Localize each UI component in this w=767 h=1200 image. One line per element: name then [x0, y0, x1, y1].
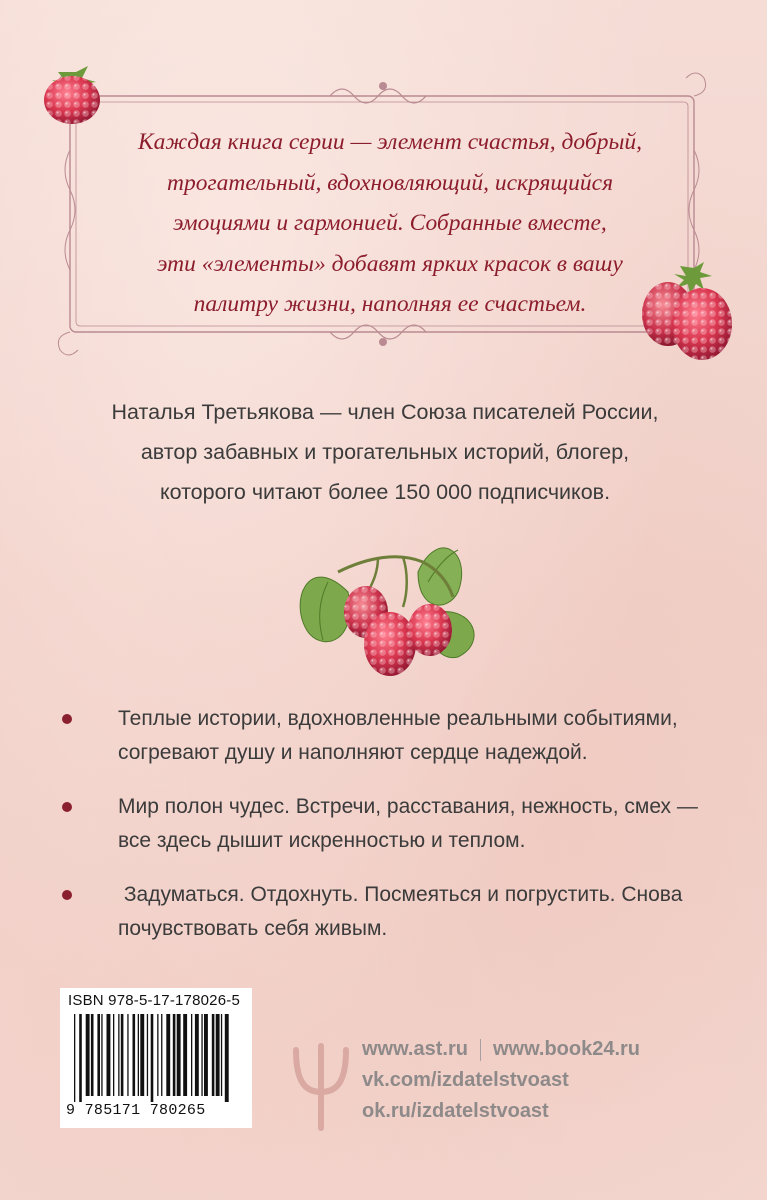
feature-list — [62, 702, 742, 966]
feature-line: почувствовать себя живым. — [118, 917, 388, 940]
feature-line: все здесь дышит искренностью и теплом. — [118, 829, 526, 852]
isbn-barcode-block — [60, 988, 252, 1128]
bullet-icon — [62, 890, 72, 900]
author-bio — [40, 392, 730, 512]
barcode-icon — [72, 1014, 242, 1102]
bullet-icon — [62, 714, 72, 724]
quote-line: эти «элементы» добавят ярких красок в вашу — [157, 250, 623, 277]
feature-line: Мир полон чудес. Встречи, расставания, нежность, смех — — [118, 795, 698, 818]
quote-line: трогательный, вдохновляющий, искрящийся — [166, 169, 614, 196]
feature-line: Задуматься. Отдохнуть. Посмеяться и погрустить. Снова — [118, 883, 683, 906]
feature-item — [62, 790, 742, 858]
publisher-logo-icon — [290, 1040, 352, 1132]
author-line: которого читают более 150 000 подписчиков. — [159, 480, 611, 504]
link-ast[interactable]: www.ast.ru — [362, 1038, 468, 1060]
author-line: Наталья Третьякова — член Союза писателей России, — [111, 400, 659, 424]
quote-line: Каждая книга серии — элемент счастья, добрый, — [138, 129, 642, 155]
link-book24[interactable]: www.book24.ru — [492, 1038, 641, 1060]
link-ok[interactable]: ok.ru/izdatelstvoast — [362, 1100, 549, 1122]
feature-item — [62, 878, 742, 946]
bullet-icon — [62, 802, 72, 812]
quote-line: палитру жизни, наполняя ее счастьем. — [193, 291, 587, 317]
isbn-label: ISBN 978-5-17-178026-5 — [68, 992, 241, 1009]
link-separator — [480, 1039, 481, 1061]
feature-line: Теплые истории, вдохновленные реальными событиями, — [118, 707, 678, 730]
series-quote — [95, 122, 685, 325]
raspberry-branch-illustration — [300, 548, 474, 676]
isbn-digits: 9 785171 780265 — [66, 1102, 206, 1119]
link-vk[interactable]: vk.com/izdatelstvoast — [362, 1069, 569, 1091]
quote-line: эмоциями и гармонией. Собранные вместе, — [173, 210, 607, 236]
author-line: автор забавных и трогательных историй, блогер, — [140, 440, 630, 464]
feature-line: согревают душу и наполняют сердце надеждой. — [118, 741, 588, 764]
publisher-links — [362, 1034, 640, 1127]
raspberry-top-left — [44, 66, 100, 124]
feature-item — [62, 702, 742, 770]
